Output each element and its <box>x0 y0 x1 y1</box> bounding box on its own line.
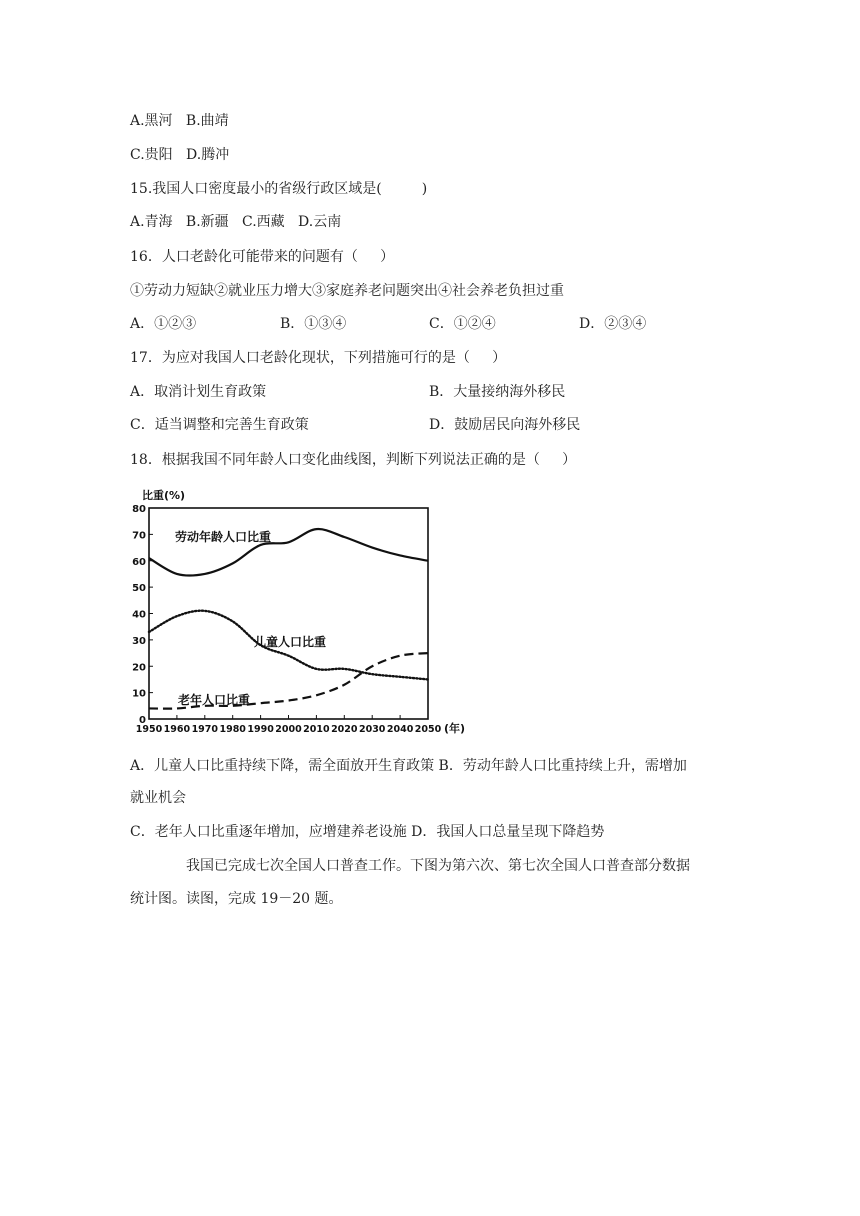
y-tick-label: 0 <box>139 715 146 726</box>
passage-line1: 我国已完成七次全国人口普查工作。下图为第六次、第七次全国人口普查部分数据 <box>186 858 690 874</box>
q18-option-ab-line1: A．儿童人口比重持续下降，需全面放开生育政策 B．劳动年龄人口比重持续上升，需增加 <box>130 758 687 774</box>
x-tick-label: 1950 <box>135 724 163 735</box>
x-tick-label: 2010 <box>303 724 330 735</box>
q16-option-a: A．①②③ <box>130 316 197 332</box>
age-structure-line-chart <box>132 486 480 738</box>
q16-statements: ①劳动力短缺②就业压力增大③家庭养老问题突出④社会养老负担过重 <box>130 283 564 299</box>
x-tick-label: 2040 <box>386 724 414 735</box>
series-label-elderly: 老年人口比重 <box>178 693 251 707</box>
y-tick-label: 60 <box>132 556 146 568</box>
y-tick-label: 50 <box>132 583 146 595</box>
passage-line2: 统计图。读图，完成 19－20 题。 <box>130 891 343 907</box>
q15-options: A.青海 B.新疆 C.西藏 D.云南 <box>130 214 342 230</box>
y-tick-label: 20 <box>132 662 146 674</box>
x-tick-label: 1960 <box>163 724 191 735</box>
x-tick-label: 2000 <box>275 724 302 735</box>
y-tick-label: 40 <box>132 609 146 621</box>
q17-option-d: D．鼓励居民向海外移民 <box>429 417 581 433</box>
series-label-children: 儿童人口比重 <box>254 635 327 649</box>
q15-stem: 15.我国人口密度最小的省级行政区域是( ) <box>130 181 428 197</box>
q14-options-line1: A.黑河 B.曲靖 <box>130 113 229 129</box>
x-tick-label: 1990 <box>247 724 274 735</box>
q16-option-c: C．①②④ <box>429 316 496 332</box>
q16-option-d: D．②③④ <box>579 316 647 332</box>
q17-option-a: A．取消计划生育政策 <box>130 384 267 400</box>
y-tick-label: 80 <box>132 504 146 515</box>
q14-options-line2: C.贵阳 D.腾冲 <box>130 147 230 163</box>
q18-option-ab-line2: 就业机会 <box>130 790 186 806</box>
q17-option-b: B．大量接纳海外移民 <box>429 384 566 400</box>
x-tick-label: 1970 <box>191 724 219 735</box>
x-tick-label: 2050 <box>414 724 442 735</box>
x-tick-label: 1980 <box>219 724 246 735</box>
y-tick-label: 70 <box>132 530 146 542</box>
y-tick-label: 30 <box>132 635 146 647</box>
x-axis-unit: (年) <box>444 722 466 735</box>
y-axis-label: 比重(%) <box>142 489 186 502</box>
q17-stem: 17．为应对我国人口老龄化现状，下列措施可行的是（ ） <box>130 350 507 366</box>
x-tick-label: 2020 <box>331 724 358 735</box>
q16-option-b: B．①③④ <box>280 316 347 332</box>
q18-stem: 18．根据我国不同年龄人口变化曲线图，判断下列说法正确的是（ ） <box>130 452 577 468</box>
q18-option-cd: C．老年人口比重逐年增加，应增建养老设施 D．我国人口总量呈现下降趋势 <box>130 824 605 840</box>
series-label-working-age: 劳动年龄人口比重 <box>175 530 272 544</box>
x-tick-label: 2030 <box>358 724 386 735</box>
y-tick-label: 10 <box>132 688 146 700</box>
q16-stem: 16．人口老龄化可能带来的问题有（ ） <box>130 249 395 265</box>
q17-option-c: C．适当调整和完善生育政策 <box>130 417 309 433</box>
